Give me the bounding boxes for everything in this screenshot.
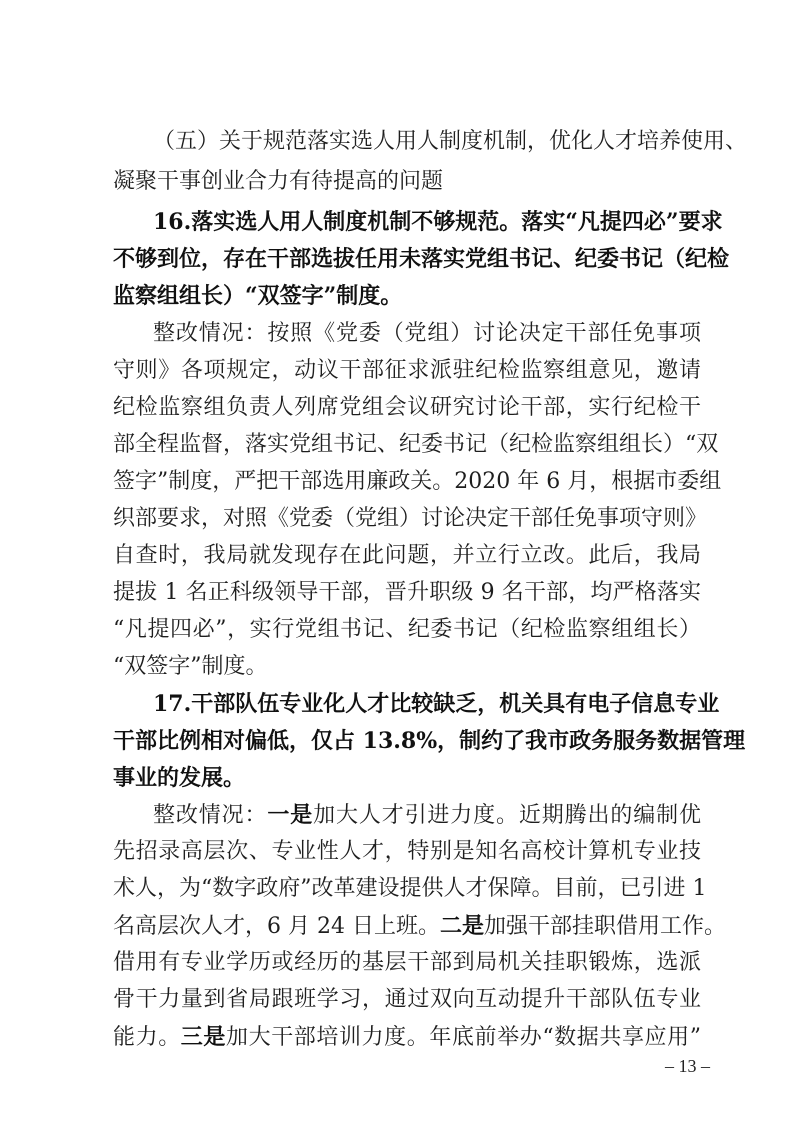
rect17-line-4	[113, 913, 727, 939]
rect17-line-4-text: 加强干部挂职借用工作。	[484, 914, 727, 939]
item17-line-2: 干部比例相对偏低，仅占 13.8%，制约了我市政务服务数据管理	[113, 728, 746, 754]
rect16-line-9: “凡提四必”，实行党组书记、纪委书记（纪检监察组组长）	[113, 617, 701, 642]
rect16-line-5: 签字”制度，严把干部选用廉政关。2020 年 6 月，根据市委组	[113, 469, 722, 494]
rect16-line-2: 守则》各项规定，动议干部征求派驻纪检监察组意见，邀请	[113, 358, 701, 383]
rect16-line-10: “双签字”制度。	[113, 654, 268, 679]
rect17-point-two-label: 二是	[439, 913, 484, 939]
rect17-line-7-text: 加大干部培训力度。年底前举办“数据共享应用”	[226, 1025, 701, 1050]
item17-line-1: 17.干部队伍专业化人才比较缺乏，机关具有电子信息专业	[153, 691, 720, 717]
item16-line-1: 16.落实选人用人制度机制不够规范。落实“凡提四必”要求	[153, 209, 723, 235]
rect17-line-5: 借用有专业学历或经历的基层干部到局机关挂职锻炼，选派	[113, 950, 701, 975]
rect17-line-4-prefix: 名高层次人才，6 月 24 日上班。	[113, 914, 440, 939]
section-heading-line-2: 凝聚干事创业合力有待提高的问题	[113, 169, 444, 194]
item16-line-3: 监察组组长）“双签字”制度。	[113, 283, 403, 309]
rect17-point-one-label: 一是	[267, 802, 314, 828]
rect17-line-3: 术人，为“数字政府”改革建设提供人才保障。目前，已引进 1	[113, 876, 707, 901]
rect17-line-1-prefix: 整改情况：	[153, 803, 268, 828]
rect16-line-7: 自查时，我局就发现存在此问题，并立行立改。此后，我局	[113, 543, 701, 568]
rect16-line-8: 提拔 1 名正科级领导干部，晋升职级 9 名干部，均严格落实	[113, 580, 701, 605]
rect17-line-7-prefix: 能力。	[113, 1025, 181, 1050]
rect17-point-three-label: 三是	[180, 1024, 226, 1050]
rect17-line-7	[113, 1025, 701, 1050]
rect17-line-1-text: 加大人才引进力度。近期腾出的编制优	[313, 803, 701, 828]
item17-line-3: 事业的发展。	[113, 765, 246, 791]
rect16-line-3: 纪检监察组负责人列席党组会议研究讨论干部，实行纪检干	[113, 395, 701, 420]
item16-line-2: 不够到位，存在干部选拔任用未落实党组书记、纪委书记（纪检	[113, 246, 730, 272]
section-heading-line-1: （五）关于规范落实选人用人制度机制，优化人才培养使用、	[153, 129, 748, 154]
rect16-line-4: 部全程监督，落实党组书记、纪委书记（纪检监察组组长）“双	[113, 432, 719, 457]
rect17-line-2: 先招录高层次、专业性人才，特别是知名高校计算机专业技	[113, 839, 701, 864]
page-number: – 13 –	[665, 1056, 710, 1076]
rect16-line-6: 织部要求，对照《党委（党组）讨论决定干部任免事项守则》	[113, 506, 708, 531]
rect17-line-6: 骨干力量到省局跟班学习，通过双向互动提升干部队伍专业	[113, 987, 701, 1012]
rect17-line-1	[113, 803, 701, 828]
rect16-line-1: 整改情况：按照《党委（党组）讨论决定干部任免事项	[153, 321, 701, 346]
